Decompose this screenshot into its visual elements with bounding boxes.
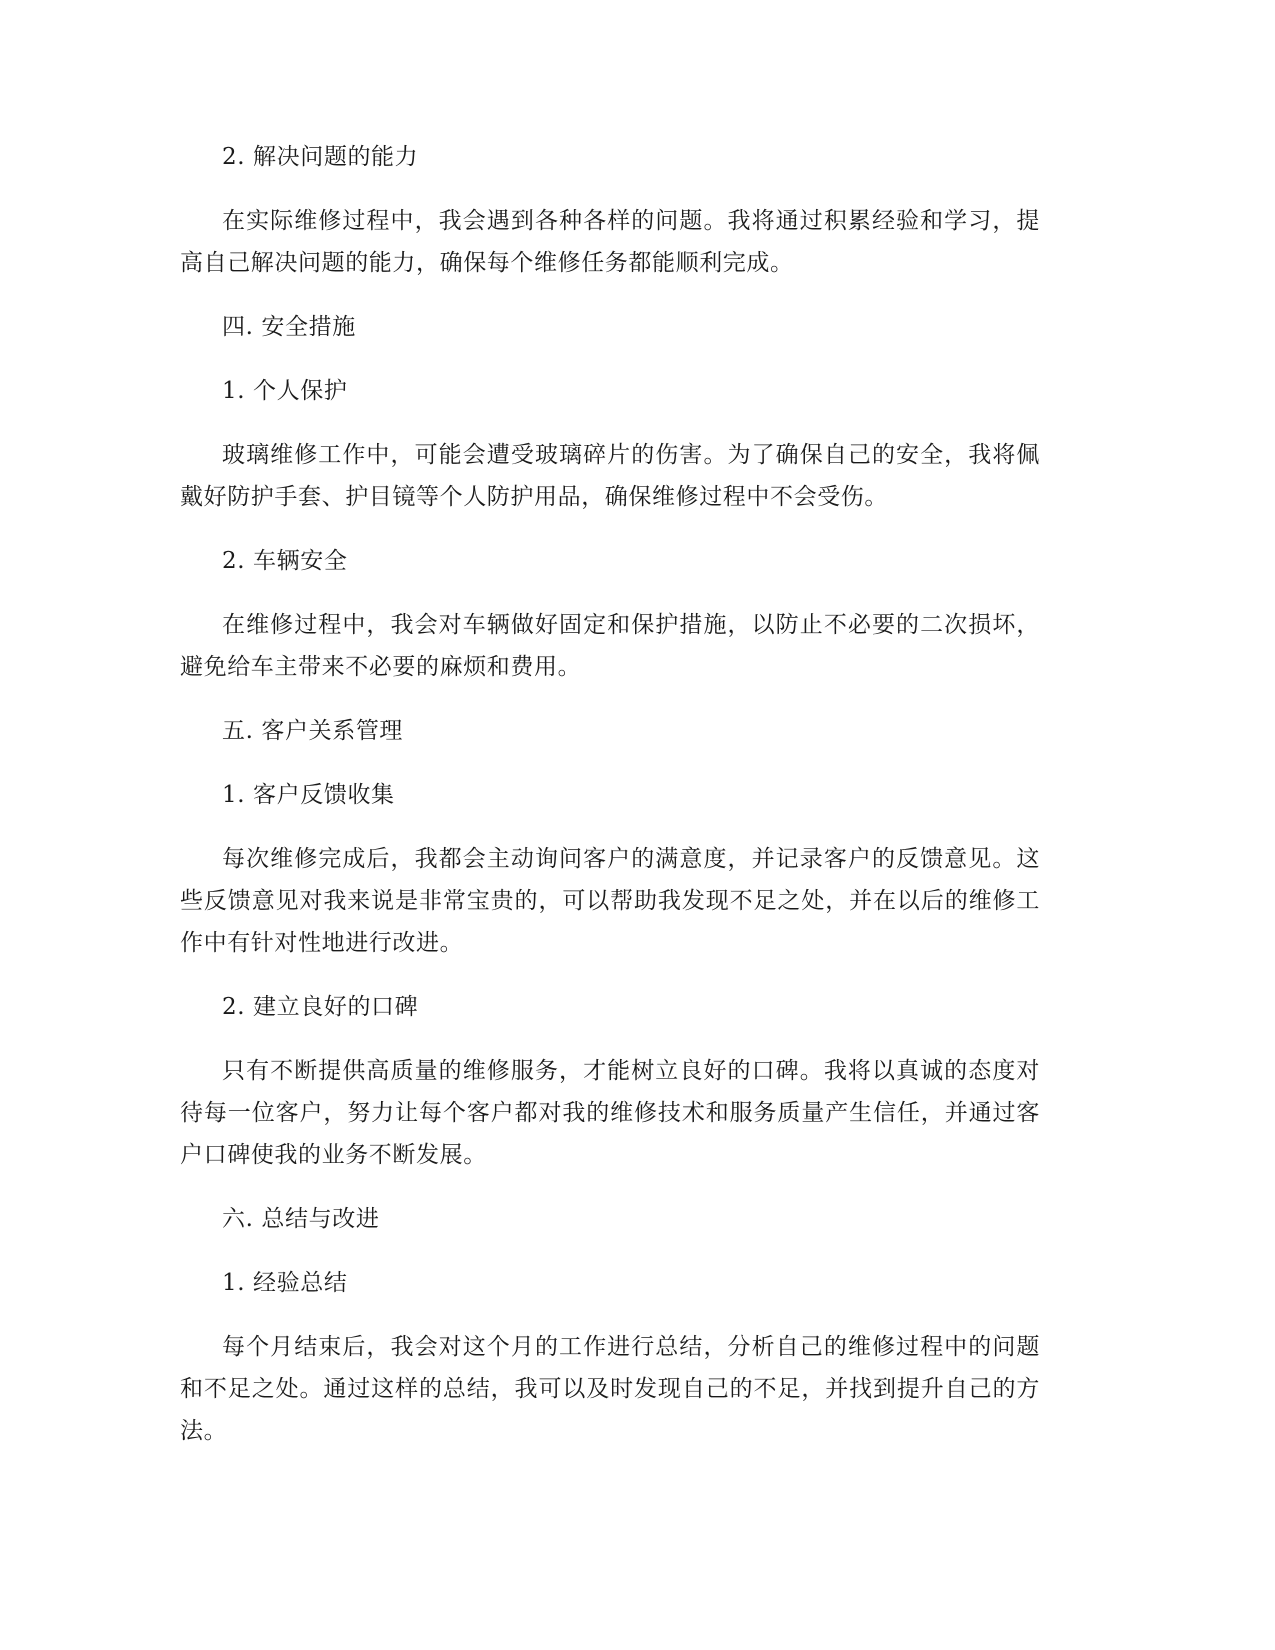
section-heading: 2. 解决问题的能力 [222, 144, 419, 170]
section-heading: 2. 建立良好的口碑 [222, 994, 419, 1020]
document-page [180, 136, 1040, 1474]
section-heading: 六. 总结与改进 [222, 1206, 380, 1232]
section-heading: 1. 个人保护 [222, 378, 348, 404]
body-paragraph: 每次维修完成后，我都会主动询问客户的满意度，并记录客户的反馈意见。这些反馈意见对我来说是非常宝贵的，可以帮助我发现不足之处，并在以后的维修工作中有针对性地进行改进。 [180, 846, 1040, 956]
section-heading: 2. 车辆安全 [222, 548, 348, 574]
body-paragraph: 玻璃维修工作中，可能会遭受玻璃碎片的伤害。为了确保自己的安全，我将佩戴好防护手套、护目镜等个人防护用品，确保维修过程中不会受伤。 [180, 442, 1040, 510]
section-heading: 1. 经验总结 [222, 1270, 348, 1296]
body-paragraph: 每个月结束后，我会对这个月的工作进行总结，分析自己的维修过程中的问题和不足之处。通过这样的总结，我可以及时发现自己的不足，并找到提升自己的方法。 [180, 1334, 1040, 1444]
body-paragraph: 在维修过程中，我会对车辆做好固定和保护措施，以防止不必要的二次损坏，避免给车主带来不必要的麻烦和费用。 [180, 612, 1040, 680]
body-paragraph: 在实际维修过程中，我会遇到各种各样的问题。我将通过积累经验和学习，提高自己解决问题的能力，确保每个维修任务都能顺利完成。 [180, 208, 1040, 276]
section-heading: 五. 客户关系管理 [222, 718, 404, 744]
body-paragraph: 只有不断提供高质量的维修服务，才能树立良好的口碑。我将以真诚的态度对待每一位客户，努力让每个客户都对我的维修技术和服务质量产生信任，并通过客户口碑使我的业务不断发展。 [180, 1058, 1040, 1168]
section-heading: 四. 安全措施 [222, 314, 356, 340]
section-heading: 1. 客户反馈收集 [222, 782, 395, 808]
